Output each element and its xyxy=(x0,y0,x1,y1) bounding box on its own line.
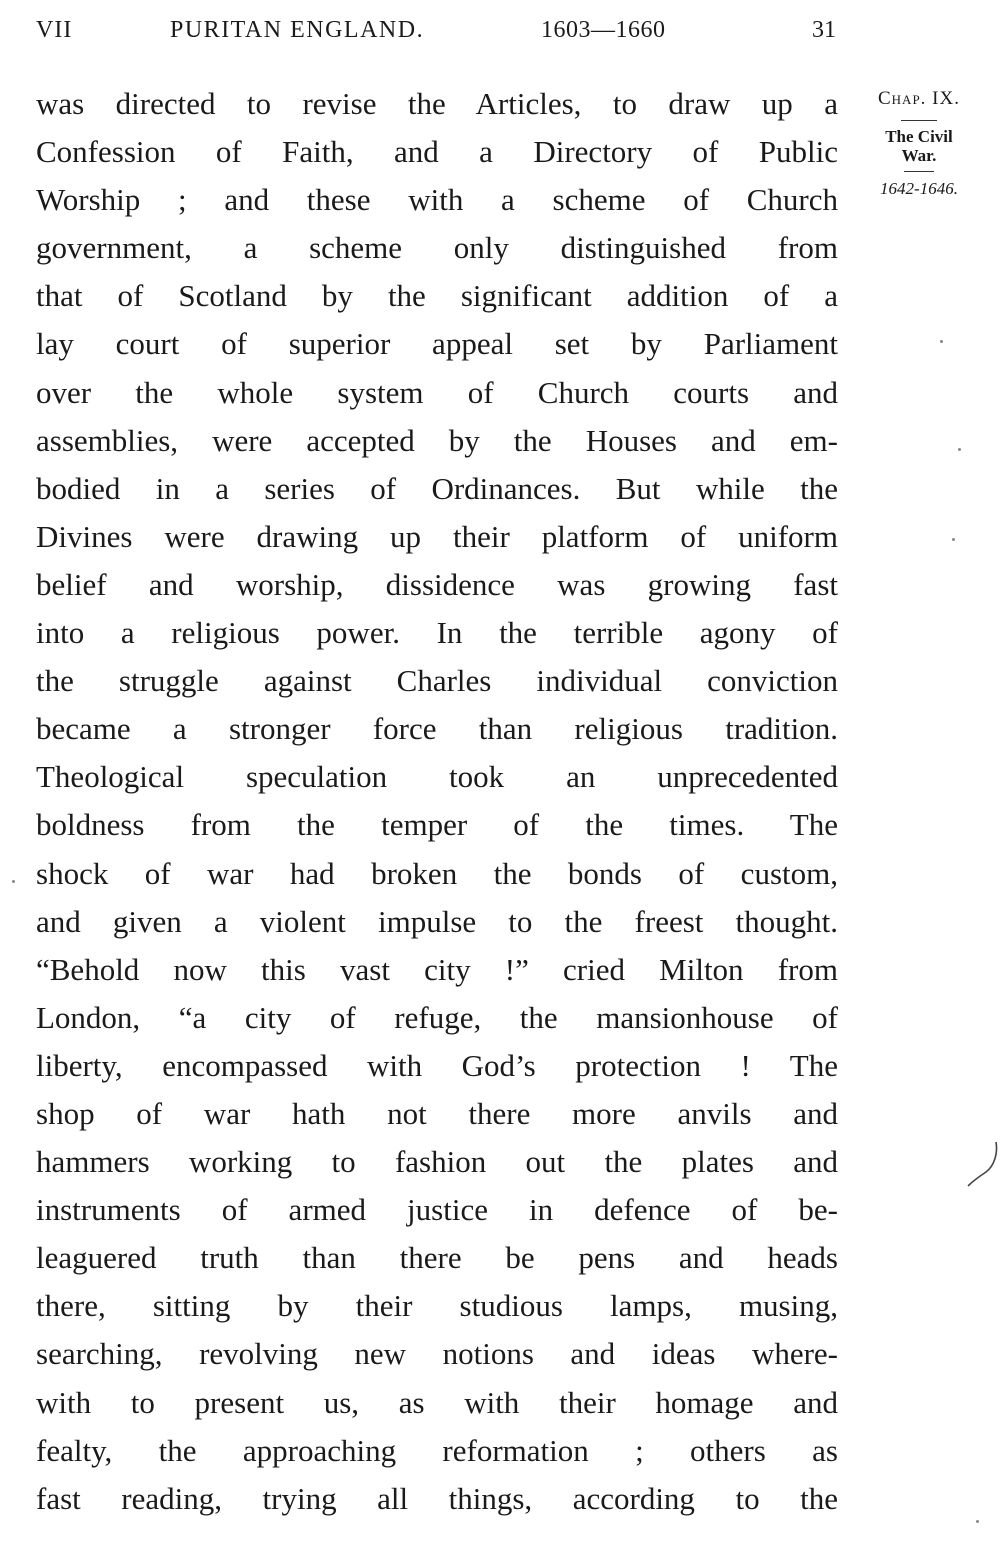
text-line: assemblies, were accepted by the Houses and em- xyxy=(36,422,838,458)
text-line: and given a violent impulse to the freest thought. xyxy=(36,903,838,939)
margin-note-chapter: Chap. IX. xyxy=(878,88,960,109)
running-head-title: PURITAN ENGLAND. xyxy=(170,17,425,43)
text-line: instruments of armed justice in defence of be- xyxy=(36,1192,838,1228)
text-line: bodied in a series of Ordinances. But while the xyxy=(36,470,838,506)
text-line: was directed to revise the Articles, to draw up a xyxy=(36,86,838,121)
text-line: liberty, encompassed with God’s protection ! The xyxy=(36,1047,838,1083)
text-line: the struggle against Charles individual conviction xyxy=(36,663,838,699)
margin-note-rule xyxy=(904,171,934,172)
text-line: hammers working to fashion out the plates and xyxy=(36,1144,838,1180)
margin-note-subject-line2: War. xyxy=(901,146,937,165)
text-line: London, “a city of refuge, the mansionhouse of xyxy=(36,999,838,1035)
text-line: fealty, the approaching reformation ; others as xyxy=(36,1432,838,1468)
text-line: Worship ; and these with a scheme of Church xyxy=(36,182,838,218)
text-line: leaguered truth than there be pens and heads xyxy=(36,1240,838,1276)
text-line: over the whole system of Church courts and xyxy=(36,374,838,410)
scan-speck xyxy=(976,1520,979,1523)
text-line: with to present us, as with their homage and xyxy=(36,1384,838,1420)
text-line: lay court of superior appeal set by Parliament xyxy=(36,326,838,362)
margin-note xyxy=(856,86,982,200)
text-line: shop of war hath not there more anvils and xyxy=(36,1095,838,1131)
text-line: “Behold now this vast city !” cried Milton from xyxy=(36,951,838,987)
text-line: there, sitting by their studious lamps, musing, xyxy=(36,1288,838,1324)
margin-note-subject-line1: The Civil xyxy=(885,127,953,146)
scan-speck xyxy=(940,340,943,343)
pencil-mark xyxy=(964,1140,1000,1190)
text-line: belief and worship, dissidence was growing fast xyxy=(36,566,838,602)
text-line: shock of war had broken the bonds of custom, xyxy=(36,855,838,891)
text-line: boldness from the temper of the times. The xyxy=(36,807,838,843)
text-line: into a religious power. In the terrible agony of xyxy=(36,615,838,651)
text-line: Theological speculation took an unprecedented xyxy=(36,759,838,795)
text-line: became a stronger force than religious tradition. xyxy=(36,711,838,747)
running-head-dates: 1603—1660 xyxy=(541,17,666,43)
text-line: government, a scheme only distinguished from xyxy=(36,230,838,266)
margin-note-years: 1642-1646. xyxy=(880,179,958,198)
scan-speck xyxy=(958,448,961,451)
text-line: searching, revolving new notions and ideas where- xyxy=(36,1336,838,1372)
text-line: Confession of Faith, and a Directory of Public xyxy=(36,134,838,170)
scan-speck xyxy=(12,880,15,883)
text-line: that of Scotland by the significant addition of a xyxy=(36,278,838,314)
body-text xyxy=(36,80,838,1523)
scan-speck xyxy=(952,538,955,541)
page-number: 31 xyxy=(812,17,836,43)
margin-note-rule xyxy=(901,120,937,121)
running-head-chapter: VII xyxy=(36,17,73,43)
running-head xyxy=(36,12,836,48)
text-line: fast reading, trying all things, according to the xyxy=(36,1480,838,1516)
text-line: Divines were drawing up their platform of uniform xyxy=(36,518,838,554)
